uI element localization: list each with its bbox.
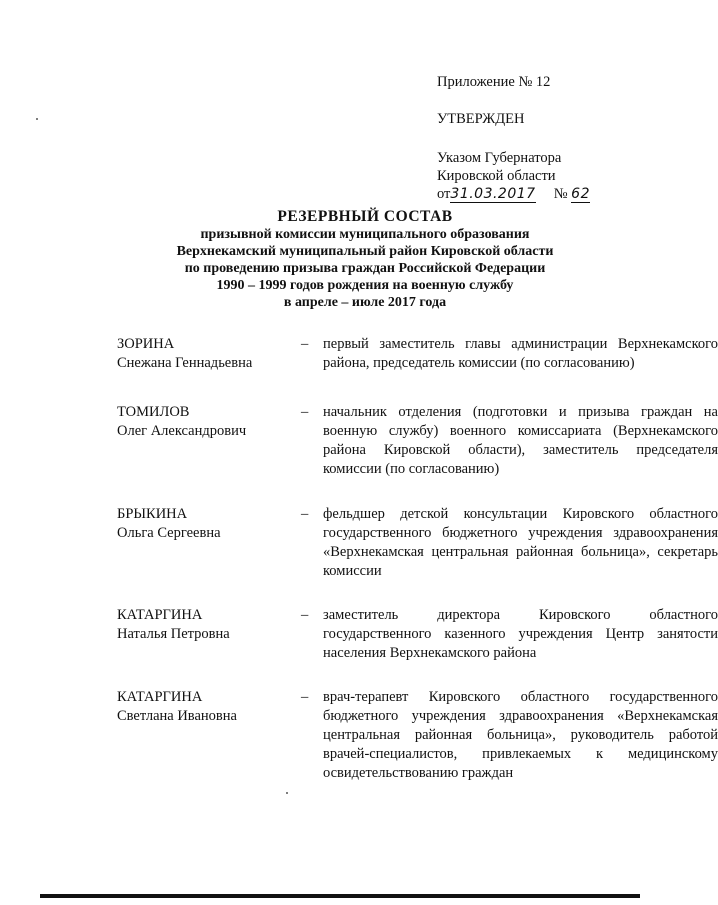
member-given-name: Наталья Петровна — [117, 626, 230, 642]
member-role: фельдшер детской консультации Кировского областного государственного бюджетного учреждения здравоохранения «Верхнекамская центральная районная больница», секретарь комиссии — [323, 506, 718, 579]
title-line-3: по проведению призыва граждан Российской Федерации — [184, 261, 546, 276]
member-dash: – — [301, 506, 309, 522]
member-dash: – — [301, 404, 309, 420]
member-name — [117, 403, 292, 441]
member-role: врач-терапевт Кировского областного государственного бюджетного учреждения здравоохранения «Верхнекамская центральная районная больница», руководитель работой врачей-специалистов, привлекаемых к медицинскому освидетельствованию граждан — [323, 689, 718, 781]
decree-date-line — [437, 185, 627, 203]
member-surname: КАТАРГИНА — [117, 689, 203, 705]
member-given-name: Олег Александрович — [117, 423, 247, 439]
member-name — [117, 505, 292, 543]
scan-speck — [286, 792, 288, 794]
member-dash: – — [301, 689, 309, 705]
approval-block — [437, 73, 627, 203]
member-name — [117, 606, 292, 644]
member-dash: – — [301, 607, 309, 623]
document-title — [100, 208, 630, 311]
date-prefix: от — [437, 186, 451, 202]
title-main: РЕЗЕРВНЫЙ СОСТАВ — [277, 208, 453, 225]
handwritten-date: 31.03.2017 — [450, 186, 536, 202]
member-role: заместитель директора Кировского областного государственного казенного учреждения Центр занятости населения Верхнекамского района — [323, 607, 718, 661]
decree-line-2: Кировской области — [437, 168, 556, 184]
member-surname: ЗОРИНА — [117, 336, 175, 352]
handwritten-number: 62 — [571, 186, 590, 202]
decree-line-1: Указом Губернатора — [437, 150, 562, 166]
member-given-name: Светлана Ивановна — [117, 708, 237, 724]
title-line-2: Верхнекамский муниципальный район Кировской области — [176, 244, 554, 259]
member-surname: ТОМИЛОВ — [117, 404, 190, 420]
member-given-name: Снежана Геннадьевна — [117, 355, 253, 371]
appendix-label: Приложение № 12 — [437, 74, 551, 90]
member-role: начальник отделения (подготовки и призыва граждан на военную службу) военного комиссариата (Верхнекамского района Кировской области), заместитель председателя комиссии (по согласованию) — [323, 404, 718, 477]
member-name — [117, 335, 292, 373]
page-bottom-edge — [40, 894, 640, 898]
member-role: первый заместитель главы администрации Верхнекамского района, председатель комиссии (по согласованию) — [323, 336, 718, 371]
scan-speck — [36, 118, 38, 120]
number-prefix: № — [553, 186, 568, 202]
approved-label: УТВЕРЖДЕН — [437, 111, 525, 127]
member-name — [117, 688, 292, 726]
title-line-5: в апреле – июле 2017 года — [283, 295, 447, 310]
title-line-1: призывной комиссии муниципального образования — [200, 227, 530, 242]
title-line-4: 1990 – 1999 годов рождения на военную службу — [216, 278, 514, 293]
member-given-name: Ольга Сергеевна — [117, 525, 221, 541]
member-surname: КАТАРГИНА — [117, 607, 203, 623]
member-dash: – — [301, 336, 309, 352]
member-surname: БРЫКИНА — [117, 506, 188, 522]
